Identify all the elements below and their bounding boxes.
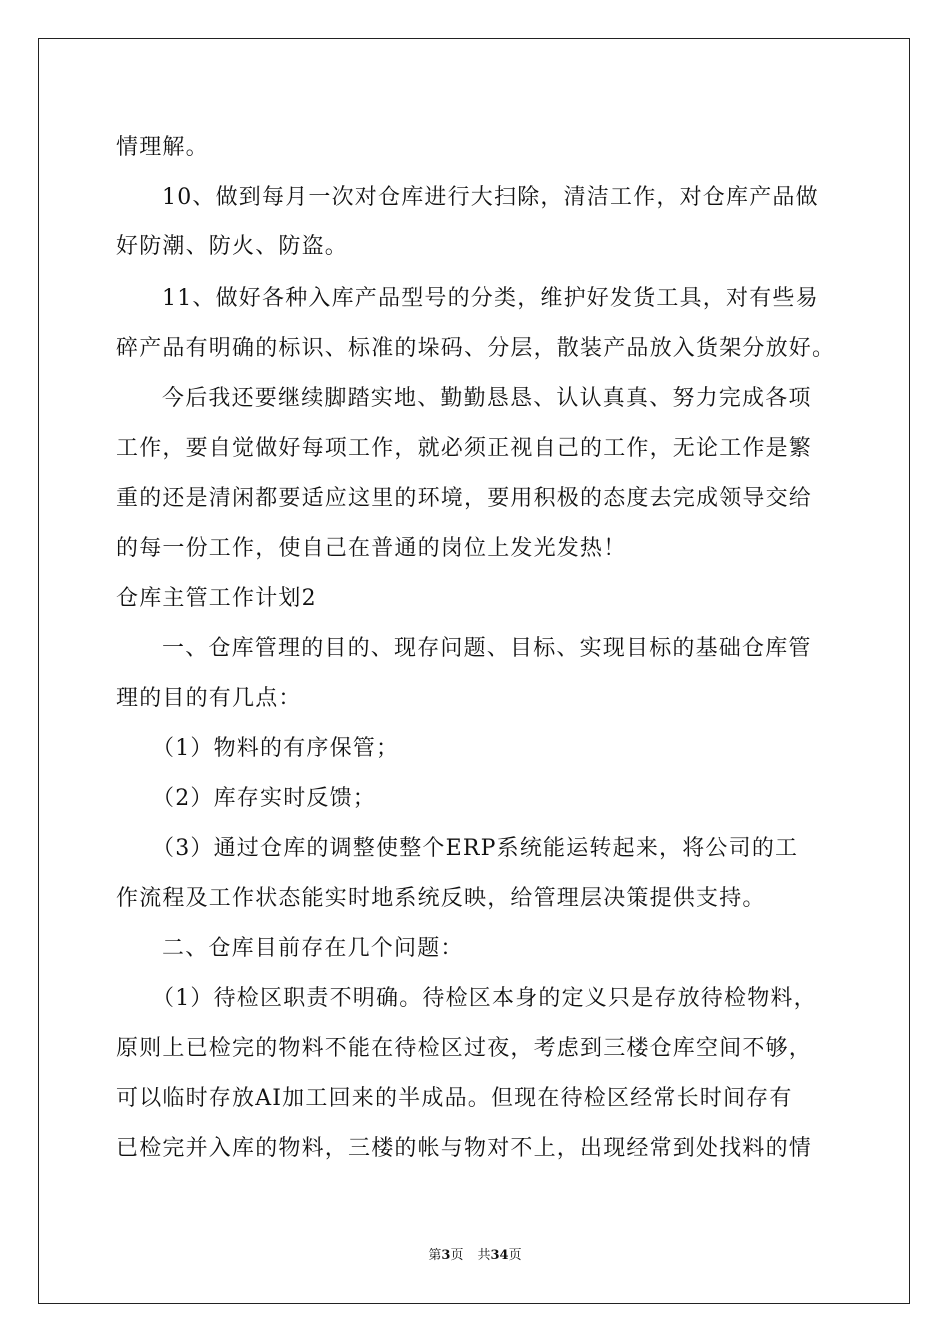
footer-page-suffix: 页 [450,1248,464,1263]
footer-page-prefix: 第 [428,1248,442,1263]
footer-total-suffix: 页 [508,1248,522,1263]
text-line-20: 可以临时存放AI加工回来的半成品。但现在待检区经常长时间存有 [116,1086,793,1111]
text-line-16: 作流程及工作状态能实时地系统反映，给管理层决策提供支持。 [116,886,766,911]
text-line-2: 10、做到每月一次对仓库进行大扫除，清洁工作，对仓库产品做 [162,185,819,210]
page-footer [0,1248,950,1264]
page-border [38,38,910,1304]
text-line-13: （1）物料的有序保管； [152,736,400,761]
text-line-11: 一、仓库管理的目的、现存问题、目标、实现目标的基础仓库管 [162,636,812,661]
footer-total-prefix: 共 [477,1248,491,1263]
text-line-19: 原则上已检完的物料不能在待检区过夜，考虑到三楼仓库空间不够， [116,1036,813,1061]
text-line-18: （1）待检区职责不明确。待检区本身的定义只是存放待检物料， [152,986,817,1011]
text-line-5: 碎产品有明确的标识、标准的垛码、分层，散装产品放入货架分放好。 [116,336,836,361]
text-line-1: 情理解。 [116,135,209,160]
text-line-14: （2）库存实时反馈； [152,786,376,811]
text-line-4: 11、做好各种入库产品型号的分类，维护好发货工具，对有些易 [162,286,819,311]
text-line-9: 的每一份工作，使自己在普通的岗位上发光发热！ [116,536,627,561]
section-heading: 仓库主管工作计划2 [116,586,317,611]
text-line-7: 工作，要自觉做好每项工作，就必须正视自己的工作，无论工作是繁 [116,436,813,461]
text-line-17: 二、仓库目前存在几个问题： [162,936,464,961]
text-line-21: 已检完并入库的物料，三楼的帐与物对不上，出现经常到处找料的情 [116,1136,813,1161]
text-line-8: 重的还是清闲都要适应这里的环境，要用积极的态度去完成领导交给 [116,486,813,511]
footer-page-current: 3 [441,1248,451,1263]
text-line-6: 今后我还要继续脚踏实地、勤勤恳恳、认认真真、努力完成各项 [162,386,812,411]
text-line-12: 理的目的有几点： [116,686,302,711]
text-line-15: （3）通过仓库的调整使整个ERP系统能运转起来，将公司的工 [152,836,799,861]
footer-page-total: 34 [490,1248,509,1263]
text-line-3: 好防潮、防火、防盗。 [116,234,349,259]
